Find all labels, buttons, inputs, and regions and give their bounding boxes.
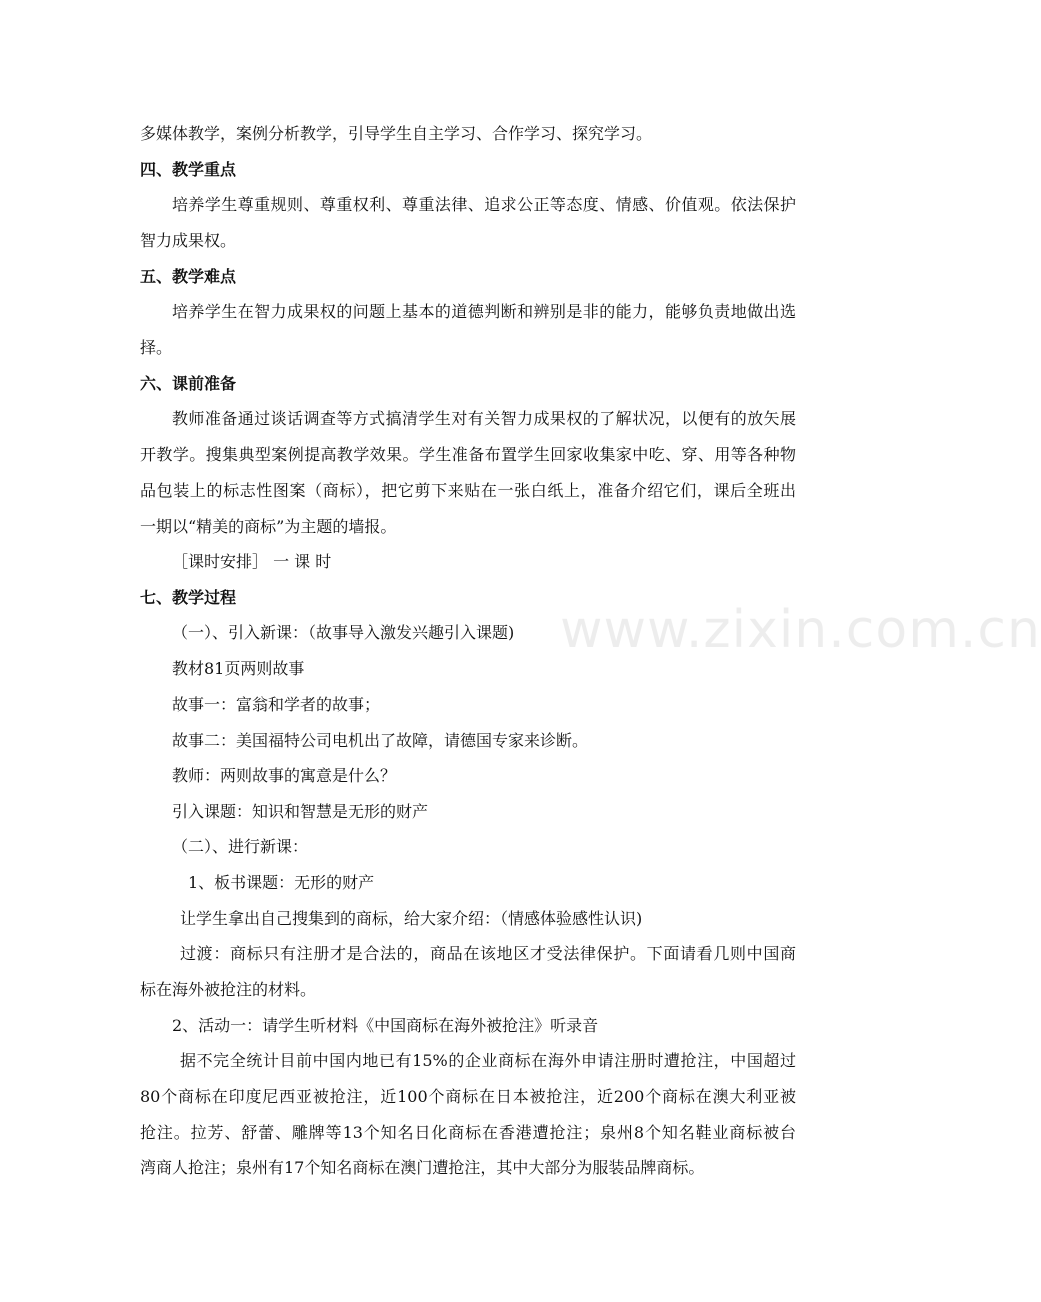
paragraph-line: ［课时安排］ 一 课 时 [172,552,332,571]
paragraph-line: 故事一：富翁和学者的故事； [172,695,381,714]
paragraph-line: 80个商标在印度尼西亚被抢注，近100个商标在日本被抢注，近200个商标在澳大利亚被 [140,1087,796,1106]
paragraph-line: 抢注。拉芳、舒蕾、雕牌等13个知名日化商标在香港遭抢注；泉州8个知名鞋业商标被台 [140,1123,796,1142]
paragraph-line: 据不完全统计目前中国内地已有15%的企业商标在海外申请注册时遭抢注，中国超过 [180,1051,796,1070]
paragraph-line: 品包装上的标志性图案（商标），把它剪下来贴在一张白纸上，准备介绍它们，课后全班出 [140,481,796,500]
paragraph-line: 湾商人抢注；泉州有17个知名商标在澳门遭抢注，其中大部分为服装品牌商标。 [140,1158,705,1177]
paragraph-line: 让学生拿出自己搜集到的商标，给大家介绍：（情感体验感性认识) [180,909,643,928]
paragraph-line: 一期以“精美的商标”为主题的墙报。 [140,517,397,536]
paragraph-line: 多媒体教学，案例分析教学，引导学生自主学习、合作学习、探究学习。 [140,124,653,143]
paragraph-line: 1、板书课题：无形的财产 [188,873,375,892]
section-heading: 四、教学重点 [140,160,237,179]
paragraph-line: 培养学生在智力成果权的问题上基本的道德判断和辨别是非的能力，能够负责地做出选 [172,302,796,321]
paragraph-line: 教师准备通过谈话调查等方式搞清学生对有关智力成果权的了解状况，以便有的放矢展 [172,409,796,428]
paragraph-line: 培养学生尊重规则、尊重权利、尊重法律、追求公正等态度、情感、价值观。依法保护 [172,195,796,214]
paragraph-line: 过渡：商标只有注册才是合法的，商品在该地区才受法律保护。下面请看几则中国商 [180,944,796,963]
paragraph-line: 择。 [140,338,173,357]
paragraph-line: （二）、进行新课： [172,837,309,856]
section-heading: 五、教学难点 [140,267,237,286]
paragraph-line: 教材81页两则故事 [172,659,305,678]
watermark: www.zixin.com.cn [560,600,1041,660]
section-heading: 六、课前准备 [140,374,237,393]
paragraph-line: 教师：两则故事的寓意是什么？ [172,766,397,785]
paragraph-line: 标在海外被抢注的材料。 [140,980,317,999]
paragraph-line: （一）、引入新课：（故事导入激发兴趣引入课题) [172,623,515,642]
paragraph-line: 开教学。搜集典型案例提高教学效果。学生准备布置学生回家收集家中吃、穿、用等各种物 [140,445,796,464]
section-heading: 七、教学过程 [140,588,237,607]
paragraph-line: 引入课题：知识和智慧是无形的财产 [172,802,429,821]
paragraph-line: 智力成果权。 [140,231,237,250]
paragraph-line: 2、活动一：请学生听材料《中国商标在海外被抢注》听录音 [172,1016,599,1035]
paragraph-line: 故事二：美国福特公司电机出了故障，请德国专家来诊断。 [172,731,589,750]
